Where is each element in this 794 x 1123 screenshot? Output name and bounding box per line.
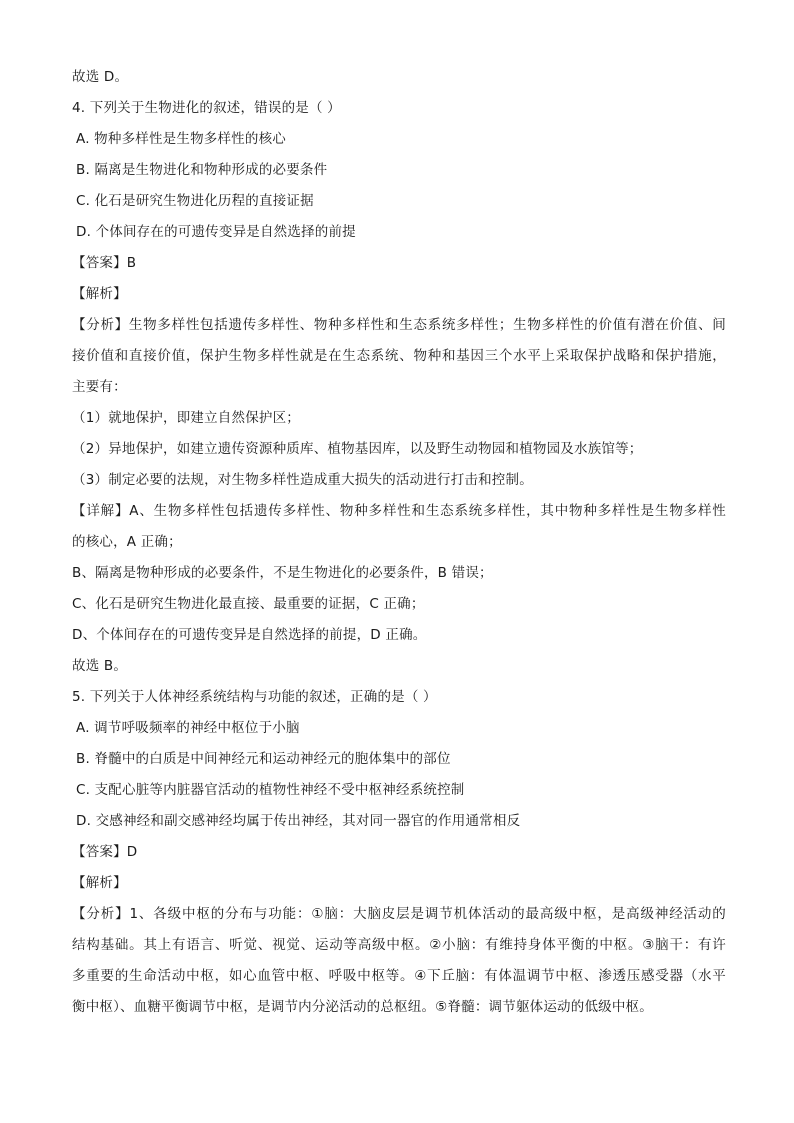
question-4-analysis-item-1: （1）就地保护，即建立自然保护区；	[72, 410, 300, 426]
question-4-option-d: D. 个体间存在的可遗传变异是自然选择的前提	[76, 224, 356, 240]
question-5-analysis-line: 多重要的生命活动中枢，如心血管中枢、呼吸中枢等。④下丘脑：有体温调节中枢、渗透压感受器（水平	[72, 968, 726, 984]
question-4-analysis-item-3: （3）制定必要的法规，对生物多样性造成重大损失的活动进行打击和控制。	[72, 472, 533, 488]
question-5-analysis-line: 结构基础。其上有语言、听觉、视觉、运动等高级中枢。②小脑：有维持身体平衡的中枢。③脑干：有许	[72, 937, 726, 953]
question-5-option-a: A. 调节呼吸频率的神经中枢位于小脑	[76, 720, 300, 736]
question-4-option-c: C. 化石是研究生物进化历程的直接证据	[76, 193, 314, 209]
question-4-analysis-heading: 【解析】	[72, 286, 127, 302]
question-4-detail-b: B、隔离是物种形成的必要条件，不是生物进化的必要条件，B 错误；	[72, 565, 493, 581]
question-5-analysis-heading: 【解析】	[72, 875, 127, 891]
question-5-analysis-line: 【分析】1、各级中枢的分布与功能：①脑：大脑皮层是调节机体活动的最高级中枢，是高级神经活动的	[72, 906, 726, 922]
question-5-stem: 5. 下列关于人体神经系统结构与功能的叙述，正确的是（ ）	[72, 689, 437, 705]
question-4-detail-c: C、化石是研究生物进化最直接、最重要的证据，C 正确；	[72, 596, 425, 612]
question-5-option-b: B. 脊髓中的白质是中间神经元和运动神经元的胞体集中的部位	[76, 751, 451, 767]
answer-choice-previous: 故选 D。	[72, 69, 129, 85]
question-5-analysis-line: 衡中枢）、血糖平衡调节中枢，是调节内分泌活动的总枢纽。⑤脊髓：调节躯体运动的低级中枢。	[72, 999, 653, 1015]
question-4-analysis-line: 主要有：	[72, 379, 127, 395]
question-4-analysis-line: 【分析】生物多样性包括遗传多样性、物种多样性和生态系统多样性；生物多样性的价值有潜在价值、间	[72, 317, 726, 333]
question-4-stem: 4. 下列关于生物进化的叙述，错误的是（ ）	[72, 100, 341, 116]
question-4-option-b: B. 隔离是生物进化和物种形成的必要条件	[76, 162, 328, 178]
question-4-analysis-item-2: （2）异地保护，如建立遗传资源种质库、植物基因库，以及野生动物园和植物园及水族馆等；	[72, 441, 643, 457]
question-4-option-a: A. 物种多样性是生物多样性的核心	[76, 131, 286, 147]
question-4-analysis-line: 接价值和直接价值，保护生物多样性就是在生态系统、物种和基因三个水平上采取保护战略和保护措施，	[72, 348, 726, 364]
question-4-detail-line: 的核心，A 正确；	[72, 534, 182, 550]
question-5-answer: 【答案】D	[72, 844, 138, 860]
question-4-detail-d: D、个体间存在的可遗传变异是自然选择的前提，D 正确。	[72, 627, 427, 643]
question-5-option-d: D. 交感神经和副交感神经均属于传出神经，其对同一器官的作用通常相反	[76, 813, 521, 829]
question-4-final-choice: 故选 B。	[72, 658, 128, 674]
question-4-detail-line: 【详解】A、生物多样性包括遗传多样性、物种多样性和生态系统多样性，其中物种多样性是生物多样性	[72, 503, 726, 519]
question-4-answer: 【答案】B	[72, 255, 137, 271]
document-page	[72, 62, 726, 1023]
question-5-option-c: C. 支配心脏等内脏器官活动的植物性神经不受中枢神经系统控制	[76, 782, 465, 798]
